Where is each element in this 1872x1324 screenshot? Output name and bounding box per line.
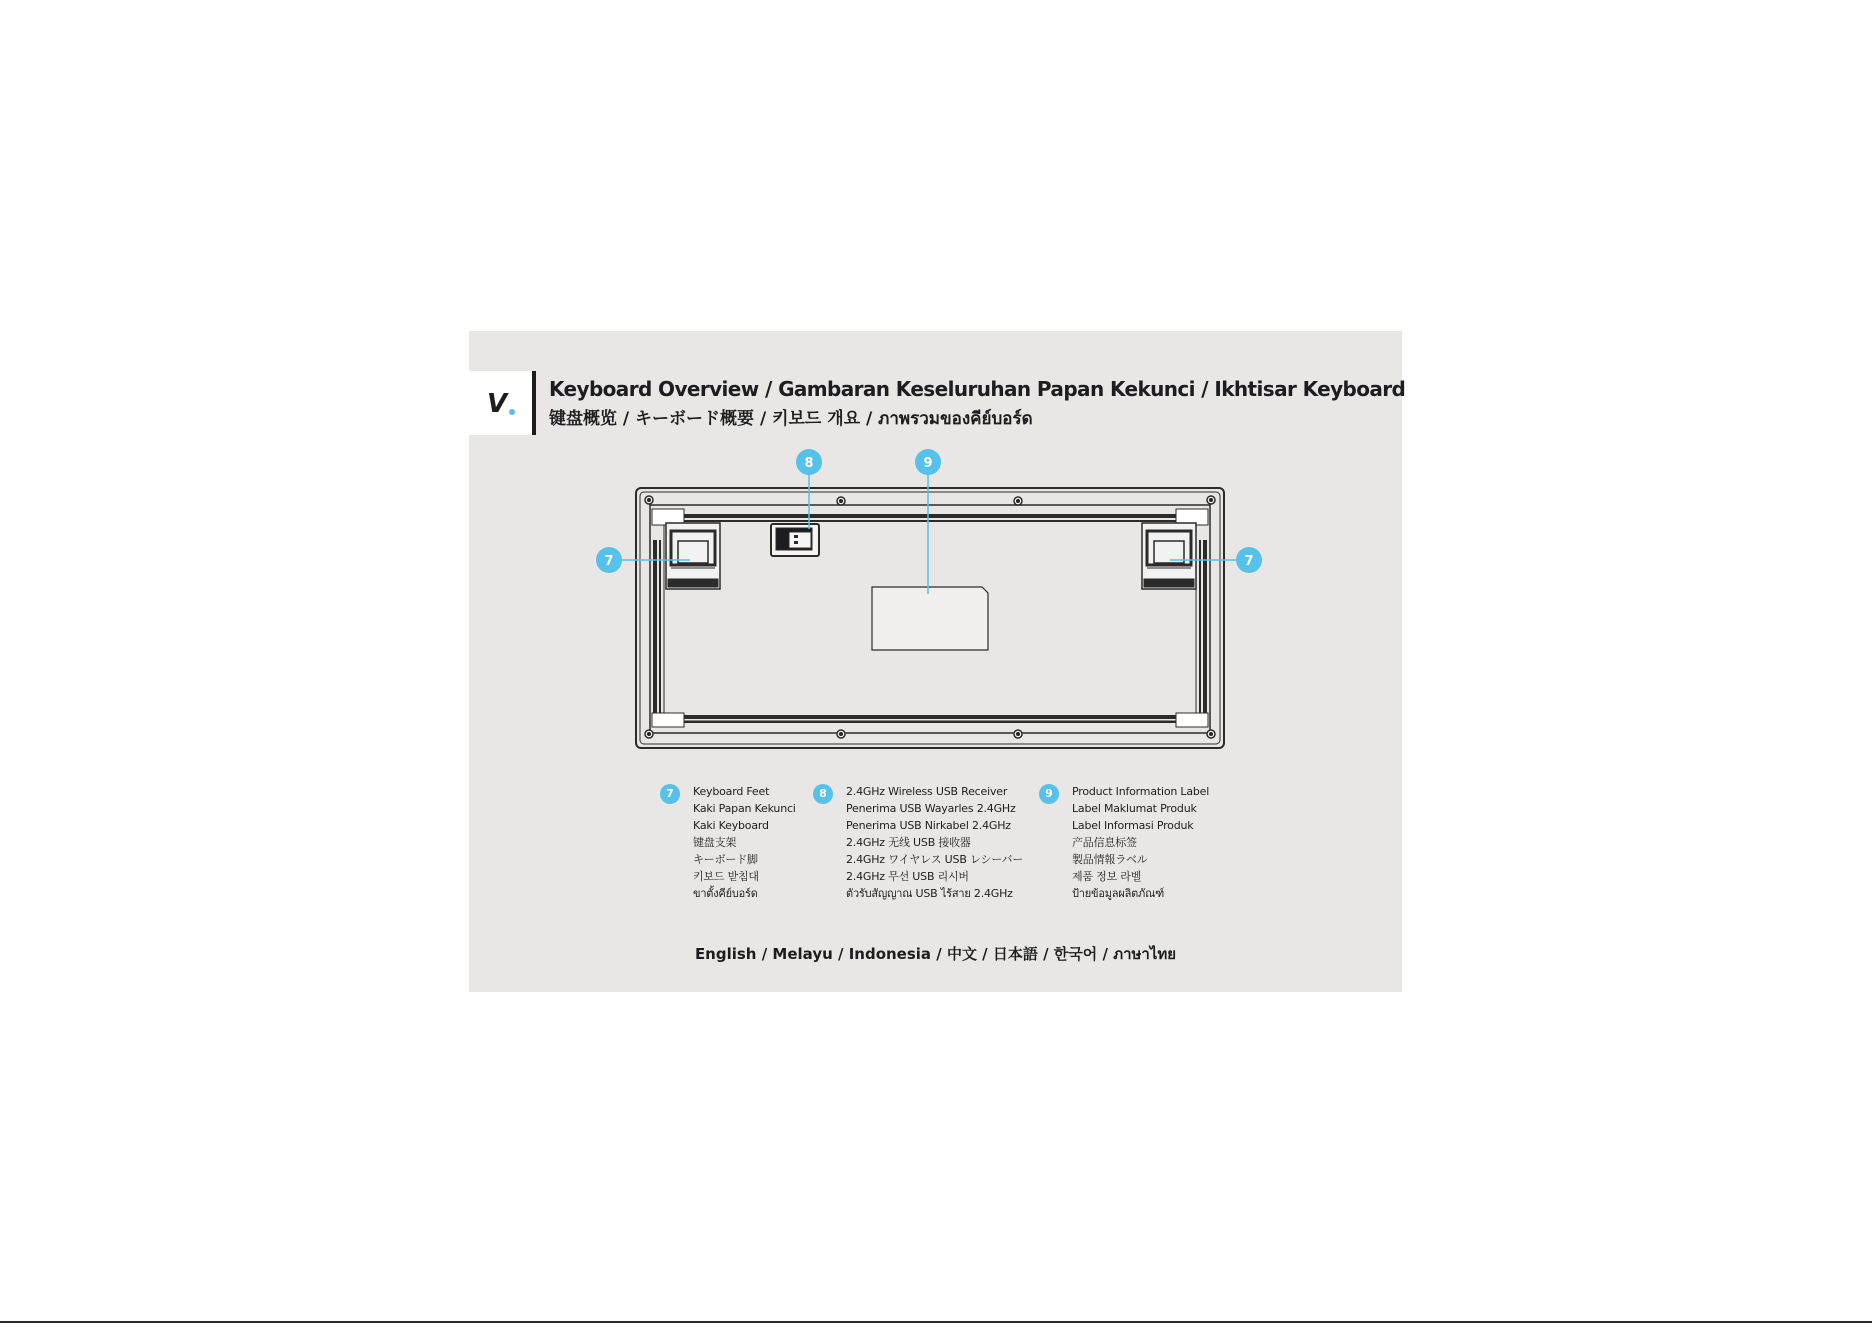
legend-line: Product Information Label: [1072, 785, 1210, 798]
legend-line: 键盘支架: [693, 836, 737, 849]
callout-7-right-label: 7: [1244, 554, 1254, 569]
legend-line: 製品情報ラベル: [1072, 853, 1148, 866]
keyboard-foot-left: [666, 523, 720, 589]
legend-line: 2.4GHz ワイヤレス USB レシーバー: [846, 853, 1024, 866]
legend-line: 产品信息标签: [1072, 836, 1137, 849]
legend-line: ป้ายข้อมูลผลิตภัณฑ์: [1072, 887, 1165, 900]
legend-line: 2.4GHz 无线 USB 接收器: [846, 836, 971, 849]
legend-badge: 9: [1039, 784, 1059, 804]
legend-lines: [1072, 783, 1209, 902]
legend-line: Label Informasi Produk: [1072, 819, 1194, 832]
legend-line: キーボード脚: [693, 853, 758, 866]
callout-7-left-label: 7: [604, 554, 614, 569]
legend-line: 2.4GHz Wireless USB Receiver: [846, 785, 1008, 798]
legend-line: Kaki Keyboard: [693, 819, 769, 832]
callout-9-label: 9: [923, 456, 933, 471]
legend-line: Penerima USB Nirkabel 2.4GHz: [846, 819, 1011, 832]
keyboard-foot-right: [1142, 523, 1196, 589]
legend-line: Kaki Papan Kekunci: [693, 802, 796, 815]
page-bottom-rule: [0, 1321, 1872, 1323]
usb-receiver-slot: [771, 524, 819, 556]
legend-line: Label Maklumat Produk: [1072, 802, 1197, 815]
legend-line: 2.4GHz 무선 USB 리시버: [846, 870, 969, 883]
legend-lines: [693, 783, 796, 902]
callout-8-label: 8: [804, 456, 814, 471]
legend-badge: 7: [660, 784, 680, 804]
product-label-area: [872, 587, 988, 650]
page-title: Keyboard Overview / Gambaran Keseluruhan Papan Kekunci / Ikhtisar Keyboard: [549, 377, 1406, 401]
legend-line: ตัวรับสัญญาณ USB ไร้สาย 2.4GHz: [846, 887, 1013, 900]
page-subtitle: 键盘概览 / キーボード概要 / 키보드 개요 / ภาพรวมของคีย์บอร์ด: [549, 409, 1033, 429]
legend-line: Keyboard Feet: [693, 785, 770, 798]
legend-lines: [846, 783, 1023, 902]
legend-line: Penerima USB Wayarles 2.4GHz: [846, 802, 1016, 815]
language-list: English / Melayu / Indonesia / 中文 / 日本語 / 한국어 / ภาษาไทย: [694, 945, 1177, 963]
legend-badge: 8: [813, 784, 833, 804]
legend-line: 제품 정보 라벨: [1072, 870, 1142, 883]
legend-line: ขาตั้งคีย์บอร์ด: [693, 887, 758, 900]
legend-line: 키보드 받침대: [693, 870, 759, 883]
brand-v-logo-icon: V: [487, 389, 506, 419]
